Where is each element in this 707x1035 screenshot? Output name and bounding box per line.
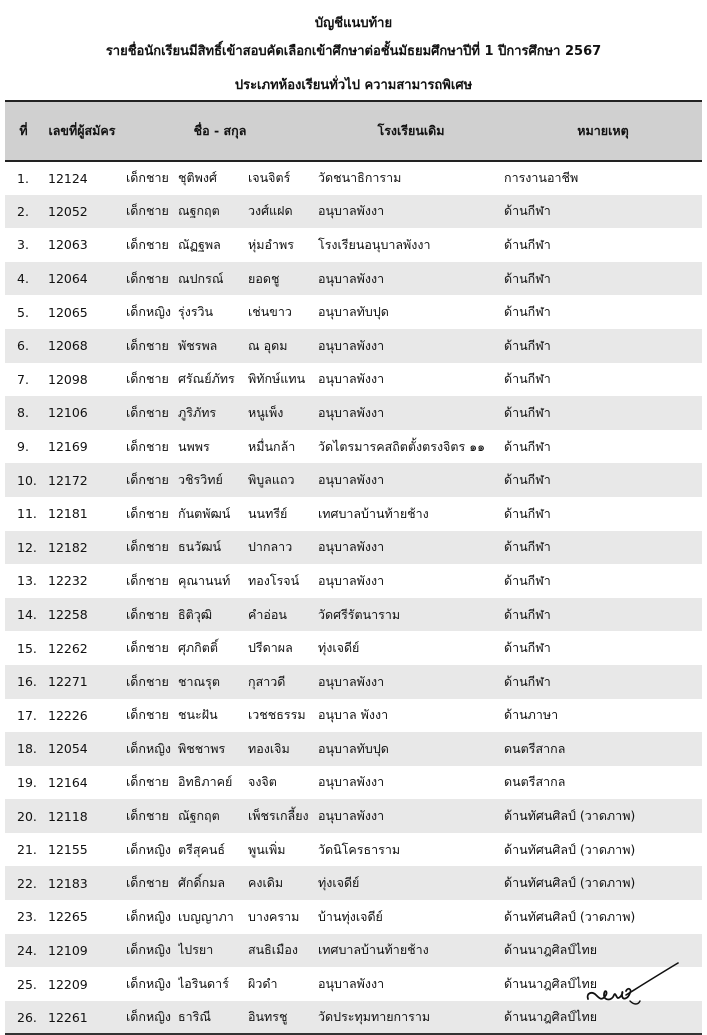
previous-school: อนุบาลพังงา [318,270,385,286]
last-name: กุสาวดี [248,673,286,689]
applicant-id: 12109 [48,942,88,958]
row-number: 3. [17,237,29,253]
previous-school: บ้านทุ่งเจดีย์ [318,908,383,924]
applicant-id: 12054 [48,741,88,757]
last-name: พิทักษ์แทน [248,371,306,387]
first-name: ชนะฝัน [178,707,218,723]
last-name: ทองเจิม [248,740,290,756]
applicant-id: 12063 [48,237,88,253]
previous-school: อนุบาลพังงา [318,976,385,992]
last-name: อินทรชู [248,1001,318,1035]
row-number: 8. [17,405,29,421]
previous-school: อนุบาลพังงา [318,774,385,790]
previous-school: วัดนิโครธาราม [318,841,401,857]
table-row [5,262,702,296]
last-name: ปากลาว [248,539,293,555]
row-number: 1. [17,170,29,186]
document-title: บัญชีแนบท้าย [314,16,393,31]
previous-school: อนุบาลพังงา [318,371,385,387]
table-row [5,396,702,430]
remark: ด้านทัศนศิลป์ (วาดภาพ) [504,908,636,924]
first-name: ณัฐกฤต [178,808,220,824]
remark: ด้านกีฬา [504,203,551,219]
row-number: 6. [17,338,29,354]
applicant-id: 12182 [48,539,88,555]
table-row [5,665,702,699]
remark: ด้านกีฬา [504,472,551,488]
table-row [5,598,702,632]
last-name: ปรีดาผล [248,640,293,656]
last-name: เพ็ชรเกลี้ยง [248,808,309,824]
first-name: พิชชาพร [178,740,226,756]
remark: ด้านกีฬา [504,236,551,252]
first-name: ชาณรุต [178,673,220,689]
col-header-name: ชื่อ - สกุล [122,101,318,161]
row-number: 18. [17,741,37,757]
last-name: ทองโรจน์ [248,572,300,588]
row-number: 11. [17,506,37,522]
row-number: 20. [17,808,37,824]
remark: ด้านทัศนศิลป์ (วาดภาพ) [504,841,636,857]
name-prefix: เด็กชาย [126,337,169,353]
name-prefix: เด็กหญิง [126,976,171,992]
name-prefix: เด็กชาย [126,371,169,387]
previous-school: อนุบาลทับปุด [318,740,389,756]
first-name: ณฐกฤต [178,203,220,219]
name-prefix: เด็กชาย [126,438,169,454]
previous-school: อนุบาลพังงา [318,572,385,588]
previous-school: วัดประทุมทายการาม [318,1001,504,1035]
col-header-school: โรงเรียนเดิม [318,101,504,161]
applicant-id: 12065 [48,304,88,320]
row-number: 22. [17,875,37,891]
first-name: นพพร [178,438,210,454]
previous-school: อนุบาลพังงา [318,673,385,689]
last-name: คำอ่อน [248,606,287,622]
remark: ด้านกีฬา [504,505,551,521]
previous-school: วัดชนาธิการาม [318,170,402,186]
applicant-id: 12209 [48,976,88,992]
remark: ด้านนาฎศิลป์ไทย [504,1001,702,1035]
name-prefix: เด็กชาย [126,875,169,891]
remark: ด้านทัศนศิลป์ (วาดภาพ) [504,808,636,824]
table-header-row [5,101,702,161]
name-prefix: เด็กชาย [126,707,169,723]
applicant-id: 12226 [48,707,88,723]
remark: ด้านกีฬา [504,404,551,420]
row-number: 5. [17,304,29,320]
table-row [5,430,702,464]
document-subtitle: รายชื่อนักเรียนมีสิทธิ์เข้าสอบคัดเลือกเข้าศึกษาต่อชั้นมัธยมศึกษาปีที่ 1 ปีการศึกษา 2567 [105,44,602,59]
remark: ดนตรีสากล [504,774,566,790]
row-number: 15. [17,640,37,656]
table-row [5,531,702,565]
last-name: พิบูลแถว [248,472,295,488]
first-name: ธิติวุฒิ [178,606,213,622]
table-row [5,799,702,833]
applicant-id: 12118 [48,808,88,824]
name-prefix: เด็กชาย [126,539,169,555]
first-name: ชุติพงศ์ [178,170,217,186]
previous-school: ทุ่งเจดีย์ [318,875,360,891]
applicant-id: 12106 [48,405,88,421]
row-number: 2. [17,203,29,219]
first-name: วชิรวิทย์ [178,472,223,488]
last-name: ณ อุดม [248,337,288,353]
first-name: กันตพัฒน์ [178,505,231,521]
last-name: วงศ์แฝด [248,203,293,219]
row-number: 4. [17,271,29,287]
previous-school: อนุบาลพังงา [318,539,385,555]
name-prefix: เด็กชาย [126,236,169,252]
applicant-id: 12265 [48,909,88,925]
previous-school: อนุบาลพังงา [318,337,385,353]
applicant-id: 12124 [48,170,88,186]
previous-school: ทุ่งเจดีย์ [318,640,360,656]
applicant-id: 12164 [48,774,88,790]
col-header-remark: หมายเหตุ [504,101,702,161]
row-number: 13. [17,573,37,589]
table-row [5,161,702,195]
last-name: คงเดิม [248,875,284,891]
table-row [5,295,702,329]
table-row [5,699,702,733]
name-prefix: เด็กหญิง [122,1001,178,1035]
remark: ด้านกีฬา [504,539,551,555]
table-row [5,631,702,665]
last-name: เจนจิตร์ [248,170,291,186]
name-prefix: เด็กหญิง [126,942,171,958]
row-number: 26. [5,1001,42,1035]
first-name: ไอรินดาร์ [178,976,229,992]
table-row [5,497,702,531]
previous-school: วัดศรีรัตนาราม [318,606,401,622]
applicant-id: 12258 [48,607,88,623]
row-number: 19. [17,774,37,790]
col-header-no: ที่ [5,101,42,161]
name-prefix: เด็กชาย [126,606,169,622]
applicant-id: 12183 [48,875,88,891]
applicant-id: 12098 [48,371,88,387]
applicant-id: 12181 [48,506,88,522]
row-number: 17. [17,707,37,723]
previous-school: โรงเรียนอนุบาลพังงา [318,236,431,252]
row-number: 10. [17,472,37,488]
row-number: 23. [17,909,37,925]
table-row [5,228,702,262]
table-row [5,564,702,598]
last-name: จงจิต [248,774,277,790]
table-row [5,195,702,229]
last-name: ผิวดำ [248,976,278,992]
applicant-id: 12068 [48,338,88,354]
first-name: ภูริภัทร [178,404,217,420]
first-name: พัชรพล [178,337,218,353]
remark: ด้านกีฬา [504,673,551,689]
applicant-id: 12052 [48,203,88,219]
table-row [5,732,702,766]
first-name: ไปรยา [178,942,214,958]
row-number: 14. [17,607,37,623]
previous-school: อนุบาลพังงา [318,404,385,420]
table-row [5,866,702,900]
remark: ด้านนาฎศิลป์ไทย [504,976,598,992]
remark: ด้านกีฬา [504,606,551,622]
applicant-table [5,100,702,1035]
row-number: 24. [17,942,37,958]
previous-school: อนุบาลพังงา [318,808,385,824]
first-name: ตรีสุคนธ์ [178,841,225,857]
row-number: 12. [17,539,37,555]
row-number: 21. [17,842,37,858]
remark: ด้านกีฬา [504,640,551,656]
previous-school: เทศบาลบ้านท้ายช้าง [318,942,429,958]
first-name: ณปกรณ์ [178,270,224,286]
name-prefix: เด็กชาย [126,203,169,219]
last-name: สนธิเมือง [248,942,298,958]
last-name: เวชชธรรม [248,707,306,723]
table-row [5,463,702,497]
remark: ด้านกีฬา [504,304,551,320]
last-name: หนูเพ็ง [248,404,284,420]
table-body [5,161,702,1034]
name-prefix: เด็กชาย [126,472,169,488]
remark: ด้านนาฎศิลป์ไทย [504,942,598,958]
name-prefix: เด็กชาย [126,640,169,656]
name-prefix: เด็กชาย [126,572,169,588]
remark: ด้านทัศนศิลป์ (วาดภาพ) [504,875,636,891]
applicant-id: 12172 [48,472,88,488]
last-name: บางคราม [248,908,300,924]
remark: ดนตรีสากล [504,740,566,756]
first-name: ศักดิ์กมล [178,875,226,891]
row-number: 9. [17,439,29,455]
table-row [5,766,702,800]
name-prefix: เด็กชาย [126,404,169,420]
first-name: ศุภกิตติ์ [178,640,218,656]
applicant-id: 12271 [48,674,88,690]
remark: ด้านกีฬา [504,438,551,454]
first-name: เบญญาภา [178,908,234,924]
col-header-applicant-id: เลขที่ผู้สมัคร [42,101,122,161]
last-name: พูนเพิ่ม [248,841,286,857]
previous-school: อนุบาลทับปุด [318,304,389,320]
last-name: เช่นขาว [248,304,292,320]
applicant-id: 12261 [42,1001,122,1035]
last-name: หมื่นกล้า [248,438,296,454]
first-name: คุณานนท์ [178,572,231,588]
applicant-id: 12155 [48,842,88,858]
remark: ด้านกีฬา [504,337,551,353]
table-row [5,900,702,934]
name-prefix: เด็กหญิง [126,304,171,320]
first-name: ศรัณย์ภัทร [178,371,235,387]
applicant-id: 12232 [48,573,88,589]
name-prefix: เด็กชาย [126,673,169,689]
name-prefix: เด็กชาย [126,505,169,521]
remark: ด้านกีฬา [504,371,551,387]
previous-school: อนุบาล พังงา [318,707,389,723]
name-prefix: เด็กชาย [126,808,169,824]
previous-school: อนุบาลพังงา [318,472,385,488]
applicant-id: 12262 [48,640,88,656]
previous-school: วัดไตรมารคสถิตตั้งตรงจิตร ๑๑ [318,438,486,454]
remark: การงานอาชีพ [504,170,579,186]
remark: ด้านกีฬา [504,270,551,286]
name-prefix: เด็กหญิง [126,841,171,857]
remark: ด้านกีฬา [504,572,551,588]
name-prefix: เด็กชาย [126,170,169,186]
previous-school: อนุบาลพังงา [318,203,385,219]
previous-school: เทศบาลบ้านท้ายช้าง [318,505,429,521]
first-name: ธนวัฒน์ [178,539,222,555]
first-name: ณัฏฐพล [178,236,221,252]
name-prefix: เด็กหญิง [126,908,171,924]
row-number: 25. [17,976,37,992]
applicant-id: 12169 [48,439,88,455]
table-row [5,363,702,397]
table-row [5,329,702,363]
row-number: 16. [17,674,37,690]
last-name: หุ่มอำพร [248,236,294,252]
name-prefix: เด็กชาย [126,270,169,286]
first-name: อิทธิภาคย์ [178,774,233,790]
applicant-id: 12064 [48,271,88,287]
first-name: รุ่งรวิน [178,304,214,320]
remark: ด้านภาษา [504,707,559,723]
name-prefix: เด็กหญิง [126,740,171,756]
row-number: 7. [17,371,29,387]
last-name: นนทรีย์ [248,505,288,521]
name-prefix: เด็กชาย [126,774,169,790]
first-name: ธาริณี [178,1001,248,1035]
category-heading: ประเภทห้องเรียนทั่วไป ความสามารถพิเศษ [234,78,473,93]
table-row [5,833,702,867]
handwritten-signature [582,955,682,1015]
last-name: ยอดชู [248,270,280,286]
